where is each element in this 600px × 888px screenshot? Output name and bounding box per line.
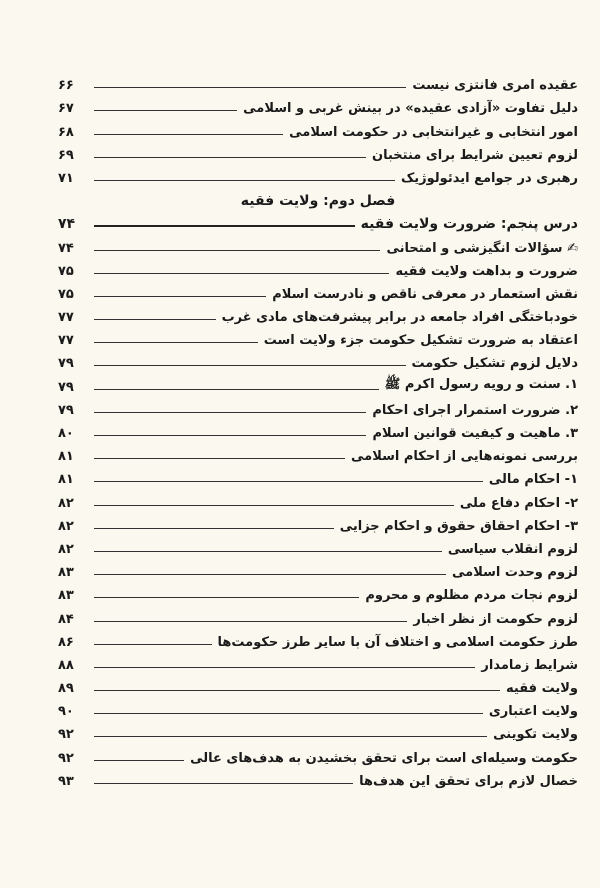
dot-leader-line [94, 597, 359, 598]
dot-leader-line [94, 225, 355, 227]
entry-title: ۲- احکام دفاع ملی [459, 495, 578, 511]
toc-entry [58, 511, 578, 534]
entry-title: امور انتخابی و غیرانتخابی در حکومت اسلامی [289, 124, 578, 140]
toc-entry [58, 116, 578, 139]
page-number: ۸۲ [58, 495, 74, 511]
entry-title: ۱- احکام مالی [488, 472, 578, 488]
chapter-heading [58, 186, 578, 209]
entry-title: لزوم تعیین شرایط برای منتخبان [372, 147, 578, 163]
entry-title: خصال لازم برای تحقق این هدف‌ها [359, 773, 578, 789]
entry-title: دلیل تفاوت «آزادی عقیده» در بینش غربی و اسلامی [243, 101, 578, 117]
page-number: ۷۹ [58, 356, 74, 372]
page-number: ۸۶ [58, 634, 74, 650]
dot-leader-line [94, 342, 258, 343]
entry-title: لزوم نجات مردم مظلوم و محروم [365, 588, 578, 604]
page-number: ۹۳ [58, 773, 74, 789]
page-number: ۸۹ [58, 681, 74, 697]
entry-title: حکومت وسیله‌ای است برای تحقق بخشیدن به هدف‌های عالی [190, 750, 578, 766]
dot-leader-line [94, 458, 345, 459]
toc-entry [58, 650, 578, 673]
page-number: ۷۴ [58, 240, 74, 256]
entry-title: ولایت فقیه [506, 681, 578, 697]
page-number: ۸۳ [58, 588, 74, 604]
entry-title: دلایل لزوم تشکیل حکومت [411, 356, 578, 372]
page-number: ۸۲ [58, 518, 74, 534]
page-number: ۸۱ [58, 449, 74, 465]
toc-entry [58, 603, 578, 626]
entry-title: لزوم حکومت از نظر اخبار [413, 611, 578, 627]
toc-entry [58, 742, 578, 765]
dot-leader-line [94, 157, 366, 158]
page-number: ۸۰ [58, 426, 74, 441]
toc-entry [58, 232, 578, 255]
page-number: ۷۴ [58, 216, 76, 233]
entry-title: لزوم انقلاب سیاسی [447, 541, 578, 557]
page-number: ۸۲ [58, 541, 74, 557]
dot-leader-line [94, 667, 475, 668]
page-number: ۸۳ [58, 565, 74, 581]
dot-leader-line [94, 134, 283, 135]
entry-title: شرایط زمامدار [481, 657, 578, 673]
dot-leader-line [94, 389, 379, 390]
page-number: ۶۶ [58, 78, 74, 94]
page-number: ۶۷ [58, 101, 74, 117]
entry-title: ۳. ماهیت و کیفیت قوانین اسلام [372, 426, 578, 441]
entry-title: ولایت تکوینی [493, 727, 578, 743]
entry-title: ۲. ضرورت استمرار اجرای احکام [372, 402, 578, 418]
toc-entry [58, 371, 578, 394]
toc-entry [58, 256, 578, 279]
toc-entry [58, 696, 578, 719]
page-number: ۹۲ [58, 727, 74, 743]
page-number: ۶۹ [58, 147, 74, 163]
dot-leader-line [94, 319, 216, 320]
toc-entry [58, 673, 578, 696]
page-number: ۹۰ [58, 704, 74, 720]
entry-title: ۱. سنت و رویه رسول اکرم ﷺ [384, 376, 578, 392]
page-number: ۹۲ [58, 750, 74, 766]
toc-entry [58, 325, 578, 348]
dot-leader-line [94, 273, 389, 274]
dot-leader-line [94, 528, 334, 529]
dot-leader-line [94, 296, 266, 297]
page-number: ۶۸ [58, 124, 74, 140]
dot-leader-line [94, 412, 366, 413]
toc-entry [58, 302, 578, 325]
dot-leader-line [94, 551, 442, 552]
toc-entry [58, 163, 578, 186]
toc-entry [58, 70, 578, 93]
dot-leader-line [94, 250, 380, 251]
dot-leader-line [94, 621, 407, 622]
toc-entry [58, 534, 578, 557]
toc-entry [58, 395, 578, 418]
entry-title: درس پنجم: ضرورت ولایت فقیه [360, 216, 578, 233]
toc-entry [58, 557, 578, 580]
page-number: ۸۴ [58, 611, 74, 627]
dot-leader-line [94, 713, 483, 714]
dot-leader-line [94, 180, 395, 181]
entry-title: ✍ سؤالات انگیزشی و امتحانی [386, 240, 578, 256]
entry-title: عقیده امری فانتزی نیست [412, 78, 578, 94]
lesson-entry [58, 209, 578, 232]
entry-title: طرز حکومت اسلامی و اختلاف آن با سایر طرز حکومت‌ها [217, 634, 578, 650]
toc-entry [58, 279, 578, 302]
entry-title: لزوم وحدت اسلامی [452, 565, 578, 581]
toc-entry [58, 464, 578, 487]
dot-leader-line [94, 644, 212, 645]
page-number: ۷۵ [58, 263, 74, 279]
entry-title: نقش استعمار در معرفی ناقص و نادرست اسلام [272, 286, 578, 302]
dot-leader-line [94, 110, 237, 111]
dot-leader-line [94, 783, 353, 784]
entry-title: بررسی نمونه‌هایی از احکام اسلامی [351, 449, 578, 465]
dot-leader-line [94, 505, 454, 506]
entry-title: خودباختگی افراد جامعه در برابر پیشرفت‌های مادی غرب [221, 310, 578, 326]
page-number: ۸۱ [58, 472, 74, 488]
page-number: ۷۱ [58, 170, 74, 186]
entry-title: ولایت اعتباری [488, 704, 578, 720]
dot-leader-line [94, 365, 406, 366]
entry-title: رهبری در جوامع ایدئولوژیک [400, 170, 578, 186]
page-number: ۷۹ [58, 402, 74, 418]
entry-title: فصل دوم: ولایت فقیه [240, 193, 396, 210]
dot-leader-line [94, 481, 483, 482]
dot-leader-line [94, 574, 446, 575]
page-number: ۷۷ [58, 310, 74, 326]
toc-entry [58, 348, 578, 371]
page-number: ۷۹ [58, 379, 74, 395]
page-number: ۸۸ [58, 657, 74, 673]
toc-entry [58, 766, 578, 789]
dot-leader-line [94, 690, 500, 691]
entry-title: ضرورت و بداهت ولایت فقیه [395, 263, 578, 279]
dot-leader-line [94, 435, 366, 436]
toc-entry [58, 140, 578, 163]
toc-entry [58, 93, 578, 116]
page-number: ۷۷ [58, 333, 74, 349]
toc-entry [58, 441, 578, 464]
dot-leader-line [94, 736, 487, 737]
page-number: ۷۵ [58, 286, 74, 302]
dot-leader-line [94, 760, 184, 761]
toc-entry [58, 580, 578, 603]
toc-entry [58, 487, 578, 510]
toc-entry [58, 418, 578, 441]
toc-entry [58, 719, 578, 742]
entry-title: اعتقاد به ضرورت تشکیل حکومت جزء ولایت است [263, 333, 578, 349]
entry-title: ۳- احکام احقاق حقوق و احکام جزایی [339, 518, 578, 534]
table-of-contents [58, 70, 578, 789]
dot-leader-line [94, 87, 406, 88]
toc-entry [58, 627, 578, 650]
